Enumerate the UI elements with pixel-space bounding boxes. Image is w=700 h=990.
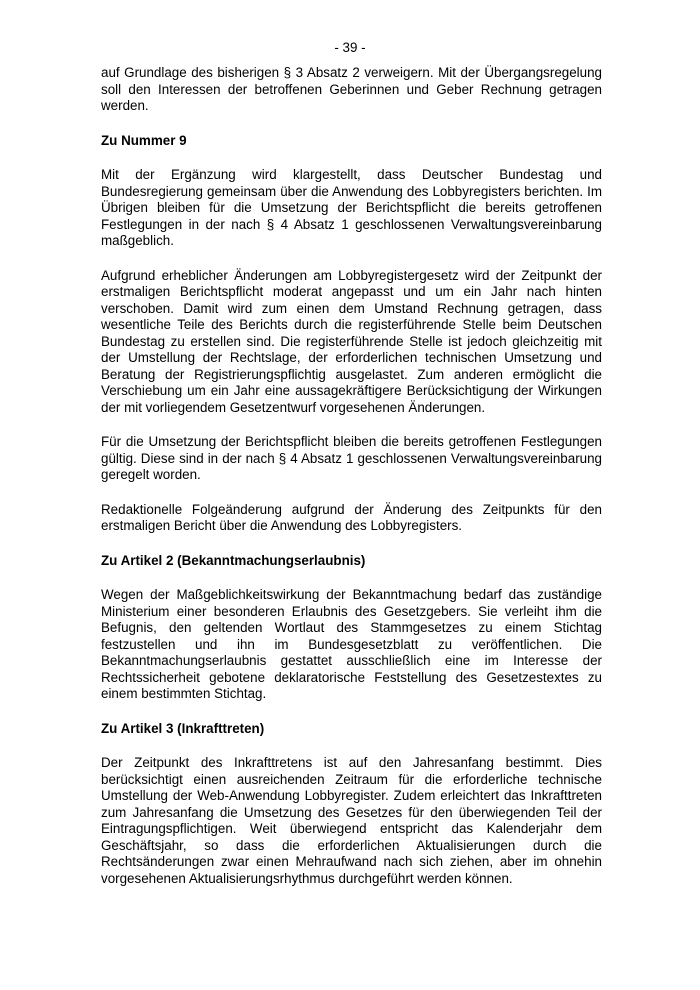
heading-zu-nummer-9: Zu Nummer 9 [101,132,187,148]
paragraph-grundlage-uebergangsregelung: auf Grundlage des bisherigen § 3 Absatz 2 verweigern. Mit der Übergangsregelung soll den Interessen der betroffenen Geberinnen und Geber Rechnung getragen werden. [101,65,602,113]
paragraph-festlegungen-gueltig: Für die Umsetzung der Berichtspflicht bleiben die bereits getroffenen Festlegungen gültig. Diese sind in der nach § 4 Absatz 1 geschlossenen Verwaltungsvereinbarung geregelt worden. [101,434,602,482]
page-number: - 39 - [334,40,366,55]
paragraph-redaktionelle-folgeaenderung: Redaktionelle Folgeänderung aufgrund der Änderung des Zeitpunkts für den erstmaligen Bericht über die Anwendung des Lobbyregisters. [101,501,602,533]
paragraph-inkrafttreten: Der Zeitpunkt des Inkrafttretens ist auf den Jahresanfang bestimmt. Dies berücksichtigt einen ausreichenden Zeitraum für die erforderliche technische Umstellung der Web-Anwendung Lobbyregister. Zudem erleichtert das Inkrafttreten zum Jahresanfang die Umsetzung des Gesetzes für den überwiegenden Teil der Eintragungspflichtigen. Weit überwiegend entspricht das Kalenderjahr dem Geschäftsjahr, so dass die erforderlichen Aktualisierungen durch die Rechtsänderungen zwar einen Mehraufwand nach sich ziehen, aber im ohnehin vorgesehenen Aktualisierungsrhythmus durchgeführt werden können. [101,755,602,886]
paragraph-ergaenzung-berichten: Mit der Ergänzung wird klargestellt, dass Deutscher Bundestag und Bundesregierung gemeinsam über die Anwendung des Lobbyregisters berichten. Im Übrigen bleiben für die Umsetzung der Berichtspflicht die bereits getroffenen Festlegungen in der nach § 4 Absatz 1 geschlossenen Verwaltungsvereinbarung maßgeblich. [101,167,602,248]
heading-zu-artikel-2: Zu Artikel 2 (Bekanntmachungserlaubnis) [101,552,366,568]
document-body [101,65,602,887]
paragraph-zeitpunkt-berichtspflicht: Aufgrund erheblicher Änderungen am Lobbyregistergesetz wird der Zeitpunkt der erstmaligen Berichtspflicht moderat angepasst und um ein Jahr nach hinten verschoben. Damit wird zum einen dem Umstand Rechnung getragen, dass wesentliche Teile des Berichts durch die registerführende Stelle beim Deutschen Bundestag zu erstellen sind. Die registerführende Stelle ist jedoch gleichzeitig mit der Umstellung der Rechtslage, der erforderlichen technischen Umsetzung und Beratung der Registrierungspflichtig ausgelastet. Zum anderen ermöglicht die Verschiebung um ein Jahr eine aussagekräftigere Berücksichtigung der Wirkungen der mit vorliegendem Gesetzentwurf vorgesehenen Änderungen. [101,267,602,415]
heading-zu-artikel-3: Zu Artikel 3 (Inkrafttreten) [101,720,265,736]
paragraph-bekanntmachungserlaubnis: Wegen der Maßgeblichkeitswirkung der Bekanntmachung bedarf das zuständige Ministerium einer besonderen Erlaubnis des Gesetzgebers. Sie verleiht ihm die Befugnis, den geltenden Wortlaut des Stammgesetzes zu einem Stichtag festzustellen und ihn im Bundesgesetzblatt zu veröffentlichen. Die Bekanntmachungserlaubnis gestattet ausschließlich eine im Interesse der Rechtssicherheit gebotene deklaratorische Feststellung des Gesetzestextes zu einem bestimmten Stichtag. [101,587,602,701]
